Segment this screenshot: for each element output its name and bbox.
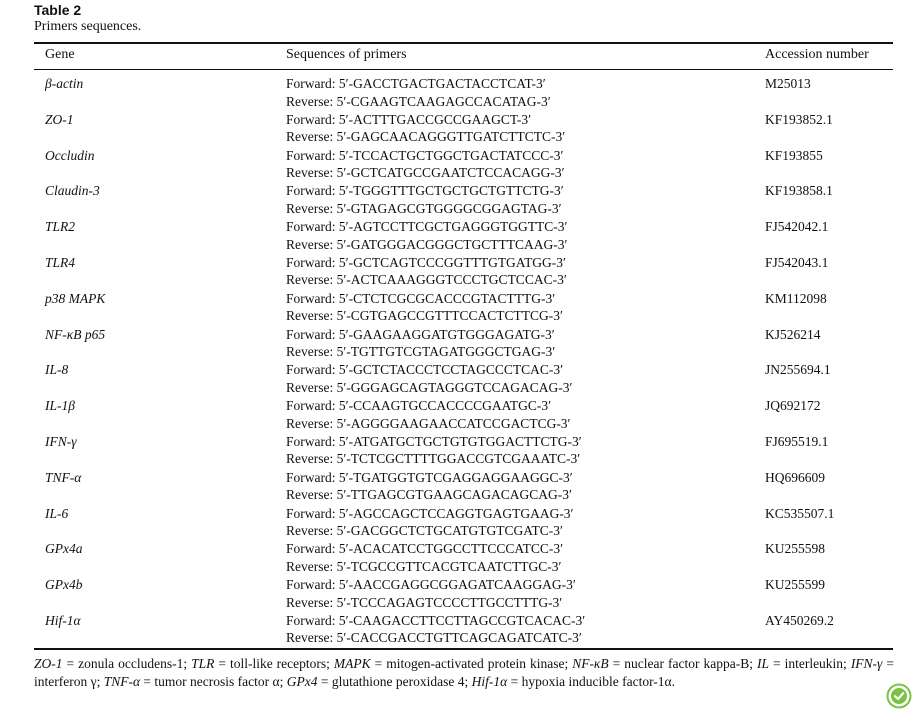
table-row — [34, 111, 893, 147]
table-row — [34, 290, 893, 326]
gene-name: Occludin — [45, 147, 95, 163]
gene-name: IL-8 — [45, 362, 69, 378]
reverse-primer: Reverse: 5′-TCCCAGAGTCCCCTTGCCTTTG-3′ — [286, 594, 563, 610]
reverse-primer: Reverse: 5′-GGGAGCAGTAGGGTCCAGACAG-3′ — [286, 379, 573, 395]
table-row — [34, 505, 893, 541]
gene-name: IL-6 — [45, 505, 69, 521]
footnote-abbr: IFN-γ — [850, 656, 883, 671]
table-row — [34, 612, 893, 648]
footnote-text: = hypoxia inducible factor-1α. — [507, 673, 675, 689]
table-header — [34, 47, 893, 67]
reverse-primer: Reverse: 5′-TTGAGCGTGAAGCAGACAGCAG-3′ — [286, 487, 572, 503]
forward-primer: Forward: 5′-TCCACTGCTGGCTGACTATCCC-3′ — [286, 147, 564, 163]
accession-number: M25013 — [765, 76, 811, 91]
gene-name: β-actin — [45, 76, 84, 91]
forward-primer: Forward: 5′-GAAGAAGGATGTGGGAGATG-3′ — [286, 326, 555, 342]
table-footnote — [34, 655, 894, 690]
footnote-text: = nuclear factor kappa-B; — [608, 656, 757, 671]
footnote-abbr: NF-κB — [572, 656, 609, 671]
table-row — [34, 397, 893, 433]
gene-name: TLR2 — [45, 219, 76, 235]
footnote-text: = tumor necrosis factor α; — [140, 673, 287, 689]
table-body — [34, 75, 893, 648]
accession-number: KF193855 — [765, 147, 823, 163]
accession-number: HQ696609 — [765, 469, 825, 485]
bottom-rule — [34, 648, 893, 650]
forward-primer: Forward: 5′-ACACATCCTGGCCTTCCCATCC-3′ — [286, 541, 564, 557]
gene-name: GPx4a — [45, 541, 83, 557]
table-row — [34, 218, 893, 254]
footnote-text: = interleukin; — [768, 656, 851, 671]
forward-primer: Forward: 5′-CAAGACCTTCCTTAGCCGTCACAC-3′ — [286, 612, 586, 628]
forward-primer: Forward: 5′-CCAAGTGCCACCCCGAATGC-3′ — [286, 398, 552, 414]
reverse-primer: Reverse: 5′-CGTGAGCCGTTTCCACTCTTCG-3′ — [286, 308, 564, 324]
accession-number: FJ542043.1 — [765, 254, 829, 270]
table-row — [34, 75, 893, 111]
forward-primer: Forward: 5′-AGCCAGCTCCAGGTGAGTGAAG-3′ — [286, 505, 574, 521]
reverse-primer: Reverse: 5′-TCGCCGTTCACGTCAATCTTGC-3′ — [286, 558, 562, 574]
reverse-primer: Reverse: 5′-GAGCAACAGGGTTGATCTTCTC-3′ — [286, 129, 566, 145]
accession-number: KM112098 — [765, 290, 827, 306]
gene-name: Claudin-3 — [45, 183, 100, 199]
forward-primer: Forward: 5′-CTCTCGCGCACCCGTACTTTG-3′ — [286, 290, 556, 306]
footnote-text: = zonula occludens-1; — [62, 656, 192, 671]
footnote-text: = mitogen-activated protein kinase; — [370, 656, 573, 671]
forward-primer: Forward: 5′-AGTCCTTCGCTGAGGGTGGTTC-3′ — [286, 219, 568, 235]
forward-primer: Forward: 5′-GCTCTACCCTCCTAGCCCTCAC-3′ — [286, 362, 564, 378]
forward-primer: Forward: 5′-AACCGAGGCGGAGATCAAGGAG-3′ — [286, 577, 576, 593]
table-row — [34, 326, 893, 362]
gene-name: IL-1β — [45, 398, 75, 414]
table-row — [34, 182, 893, 218]
footnote-abbr: ZO-1 — [34, 656, 63, 671]
table-row — [34, 469, 893, 505]
reverse-primer: Reverse: 5′-CACCGACCTGTTCAGCAGATCATC-3′ — [286, 630, 582, 646]
header-rule — [34, 69, 893, 70]
forward-primer: Forward: 5′-ATGATGCTGCTGTGTGGACTTCTG-3′ — [286, 433, 582, 449]
reverse-primer: Reverse: 5′-GTAGAGCGTGGGGCGGAGTAG-3′ — [286, 200, 562, 216]
footnote-text: = interferon γ; — [34, 656, 894, 689]
footnote-abbr: Hif-1α — [471, 673, 508, 689]
table-caption — [34, 2, 141, 36]
table-row — [34, 254, 893, 290]
forward-primer: Forward: 5′-GACCTGACTGACTACCTCAT-3′ — [286, 76, 546, 91]
header-accession: Accession number — [765, 47, 869, 62]
reverse-primer: Reverse: 5′-GACGGCTCTGCATGTGTCGATC-3′ — [286, 523, 564, 539]
accession-number: FJ695519.1 — [765, 433, 829, 449]
accession-number: JN255694.1 — [765, 362, 831, 378]
check-badge-icon-svg — [886, 683, 912, 709]
gene-name: ZO-1 — [45, 111, 74, 127]
gene-name: TLR4 — [45, 254, 76, 270]
footnote-abbr: IL — [756, 656, 769, 671]
accession-number: KJ526214 — [765, 326, 821, 342]
gene-name: NF-κB p65 — [45, 326, 106, 342]
gene-name: TNF-α — [45, 469, 82, 485]
top-rule — [34, 42, 893, 44]
footnote-text: = toll-like receptors; — [214, 656, 334, 671]
gene-name: IFN-γ — [45, 433, 77, 449]
table-row — [34, 147, 893, 183]
accession-number: KU255598 — [765, 541, 825, 557]
forward-primer: Forward: 5′-ACTTTGACCGCCGAAGCT-3′ — [286, 111, 532, 127]
reverse-primer: Reverse: 5′-GATGGGACGGGCTGCTTTCAAG-3′ — [286, 236, 568, 252]
accession-number: KF193852.1 — [765, 111, 833, 127]
gene-name: p38 MAPK — [45, 290, 106, 306]
accession-number: JQ692172 — [765, 398, 821, 414]
gene-name: Hif-1α — [45, 612, 81, 628]
table-row — [34, 540, 893, 576]
accession-number: KF193858.1 — [765, 183, 833, 199]
footnote-abbr: GPx4 — [286, 673, 318, 689]
reverse-primer: Reverse: 5′-TGTTGTCGTAGATGGGCTGAG-3′ — [286, 344, 556, 360]
table-title: Primers sequences. — [34, 19, 142, 34]
header-sequences: Sequences of primers — [286, 47, 407, 62]
reverse-primer: Reverse: 5′-GCTCATGCCGAATCTCCACAGG-3′ — [286, 165, 565, 181]
footnote-abbr: TNF-α — [103, 673, 141, 689]
accession-number: KC535507.1 — [765, 505, 835, 521]
footnote-abbr: TLR — [191, 656, 215, 671]
footnote-text: = glutathione peroxidase 4; — [317, 673, 472, 689]
forward-primer: Forward: 5′-GCTCAGTCCCGGTTTGTGATGG-3′ — [286, 254, 567, 270]
footnote-abbr: MAPK — [333, 656, 371, 671]
accession-number: FJ542042.1 — [765, 219, 829, 235]
table-row — [34, 433, 893, 469]
table-row — [34, 361, 893, 397]
accession-number: KU255599 — [765, 577, 825, 593]
accession-number: AY450269.2 — [765, 612, 834, 628]
check-badge-icon[interactable] — [886, 683, 912, 709]
forward-primer: Forward: 5′-TGGGTTTGCTGCTGCTGTTCTG-3′ — [286, 183, 564, 199]
reverse-primer: Reverse: 5′-CGAAGTCAAGAGCCACATAG-3′ — [286, 93, 551, 109]
reverse-primer: Reverse: 5′-ACTCAAAGGGTCCCTGCTCCAC-3′ — [286, 272, 567, 288]
table-label: Table 2 — [34, 2, 82, 18]
forward-primer: Forward: 5′-TGATGGTGTCGAGGAGGAAGGC-3′ — [286, 469, 573, 485]
gene-name: GPx4b — [45, 577, 83, 593]
header-gene: Gene — [45, 47, 75, 62]
table-row — [34, 576, 893, 612]
reverse-primer: Reverse: 5′-TCTCGCTTTTGGACCGTCGAAATC-3′ — [286, 451, 581, 467]
reverse-primer: Reverse: 5′-AGGGGAAGAACCATCCGACTCG-3′ — [286, 415, 571, 431]
